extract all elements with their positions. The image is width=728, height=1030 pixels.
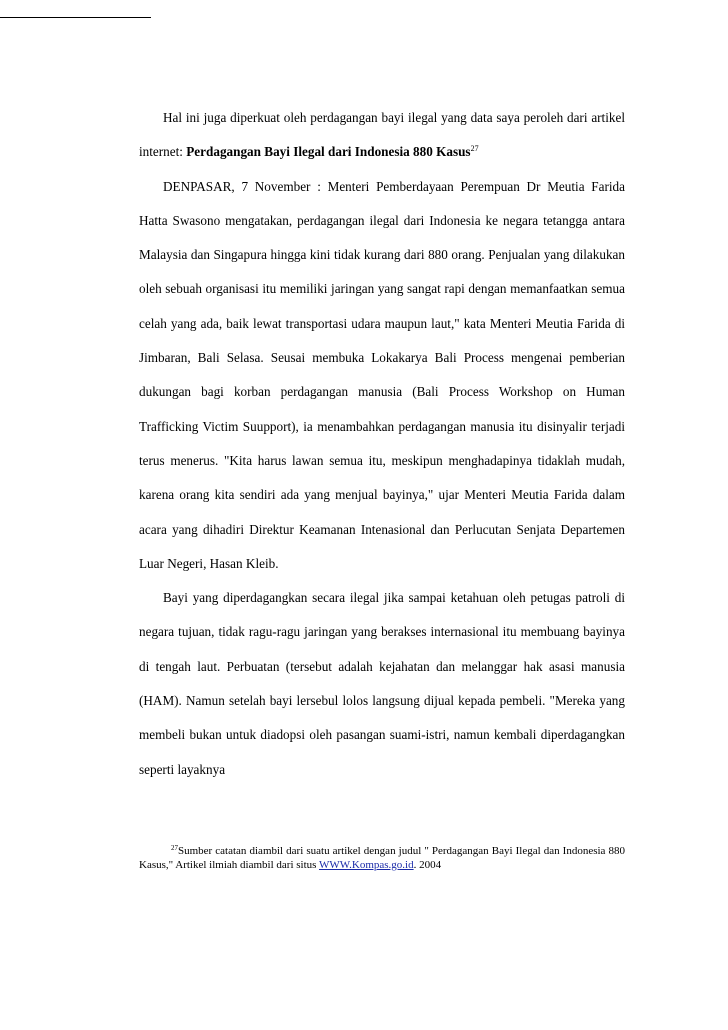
article-title: Perdagangan Bayi Ilegal dari Indonesia 880 Kasus bbox=[186, 144, 471, 160]
footnote-link[interactable]: WWW.Kompas.go.id bbox=[318, 859, 414, 871]
page-body bbox=[139, 101, 625, 787]
footnote bbox=[139, 844, 625, 872]
intro-paragraph bbox=[139, 101, 625, 170]
footnote-reference[interactable]: 27 bbox=[470, 144, 479, 154]
footnote-suffix: . 2004 bbox=[413, 859, 442, 871]
quote-paragraph-1: DENPASAR, 7 November : Menteri Pemberdayaan Perempuan Dr Meutia Farida Hatta Swasono mengatakan, perdagangan ilegal dari Indonesia ke negara tetangga antara Malaysia dan Singapura hingga kini tidak kurang dari 880 orang. Penjualan yang dilakukan oleh sebuah organisasi itu memiliki jaringan yang sangat rapi dengan memanfaatkan semua celah yang ada, baik lewat transportasi udara maupun laut," kata Menteri Meutia Farida di Jimbaran, Bali Selasa. Seusai membuka Lokakarya Bali Process mengenai pemberian dukungan bagi korban perdagangan manusia (Bali Process Workshop on Human Trafficking Victim Suupport), ia menambahkan perdagangan manusia itu disinyalir terjadi terus menerus. "Kita harus lawan semua itu, meskipun menghadapinya tidaklah mudah, karena orang kita sendiri ada yang menjual bayinya," ujar Menteri Meutia Farida dalam acara yang dihadiri Direktur Keamanan Intenasional dan Perlucutan Senjata Departemen Luar Negeri, Hasan Kleib. bbox=[139, 178, 625, 571]
header-rule bbox=[0, 17, 151, 18]
quote-paragraph-2: Bayi yang diperdagangkan secara ilegal jika sampai ketahuan oleh petugas patroli di negara tujuan, tidak ragu-ragu jaringan yang berakses internasional itu membuang bayinya di tengah laut. Perbuatan (tersebut adalah kejahatan dan melanggar hak asasi manusia (HAM). Namun setelah bayi lersebul lolos langsung dijual kepada pembeli. "Mereka yang membeli bukan untuk diadopsi oleh pasangan suami-istri, namun kembali diperdagangkan seperti layaknya bbox=[139, 590, 625, 777]
footnote-text bbox=[139, 844, 625, 872]
intro-text: Hal ini juga diperkuat oleh perdagangan bayi ilegal yang data saya peroleh dari artikel internet: bbox=[139, 110, 625, 160]
footnote-number: 27 bbox=[171, 844, 178, 852]
footnote-body: Sumber catatan diambil dari suatu artikel dengan judul " Perdagangan Bayi Ilegal dan Indonesia 880 Kasus," Artikel ilmiah diambil dari situs bbox=[139, 845, 625, 871]
